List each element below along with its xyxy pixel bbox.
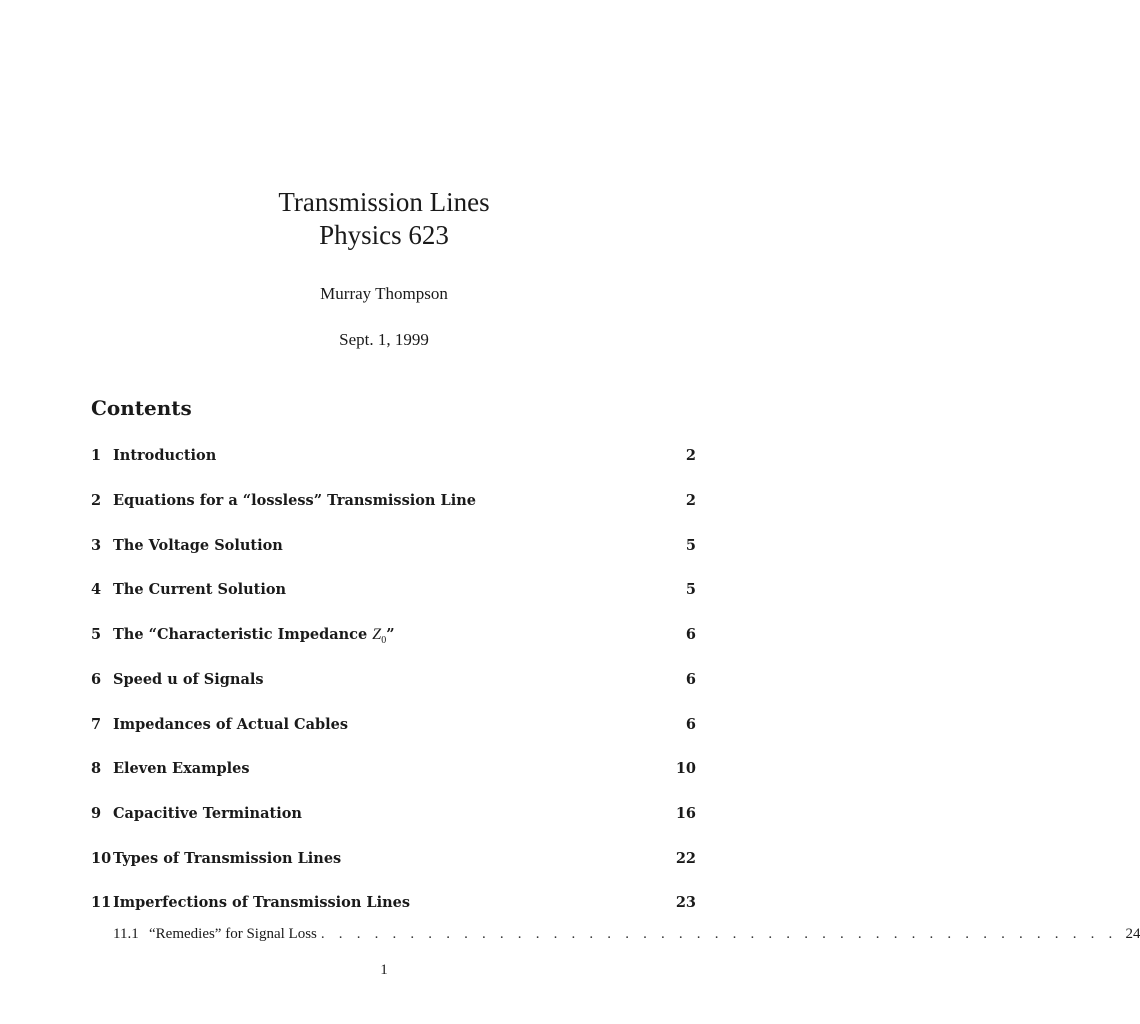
toc-entry[interactable] bbox=[91, 758, 696, 780]
toc-entry-number: 11 bbox=[91, 894, 112, 911]
impedance-symbol-letter: Z bbox=[372, 626, 382, 643]
toc-entry-title bbox=[113, 624, 395, 652]
toc-entry-page: 16 bbox=[675, 805, 696, 822]
toc-entry-title: Eleven Examples bbox=[113, 760, 250, 777]
toc-entry[interactable] bbox=[91, 714, 696, 736]
toc-entry[interactable] bbox=[91, 490, 696, 512]
toc-entry-title: Equations for a “lossless” Transmission Line bbox=[113, 492, 476, 509]
toc-entry-title: Introduction bbox=[113, 447, 217, 464]
toc-entry-page: 23 bbox=[675, 894, 696, 911]
toc-entry[interactable] bbox=[91, 803, 696, 825]
toc-entry-page: 6 bbox=[685, 671, 696, 688]
page-number: 1 bbox=[380, 962, 388, 978]
toc-entry-page: 5 bbox=[685, 581, 696, 598]
toc-entry-title-prefix: The “Characteristic Impedance bbox=[113, 626, 373, 643]
toc-entry-title: Impedances of Actual Cables bbox=[113, 716, 349, 733]
toc-subentry-title: “Remedies” for Signal Loss bbox=[149, 926, 317, 942]
toc-entry[interactable] bbox=[91, 848, 696, 870]
toc-entry[interactable] bbox=[91, 445, 696, 467]
toc-entry-number: 10 bbox=[91, 850, 112, 867]
toc-entry-page: 6 bbox=[685, 626, 696, 643]
toc-entry-page: 6 bbox=[685, 716, 696, 733]
author-name: Murray Thompson bbox=[320, 284, 448, 303]
title-block bbox=[0, 186, 768, 252]
toc-entry-number: 6 bbox=[91, 671, 102, 688]
toc-entry-number: 8 bbox=[91, 760, 102, 777]
document-subtitle: Physics 623 bbox=[319, 220, 449, 250]
toc-entry[interactable] bbox=[91, 624, 696, 646]
toc-entry-title: The Current Solution bbox=[113, 581, 287, 598]
toc-subentry-page: 24 bbox=[1125, 926, 1140, 942]
toc-entry[interactable] bbox=[91, 669, 696, 691]
toc-entry-number: 1 bbox=[91, 447, 102, 464]
toc-entry-number: 9 bbox=[91, 805, 102, 822]
contents-heading: Contents bbox=[91, 396, 192, 420]
toc-entry-page: 2 bbox=[685, 492, 696, 509]
toc-entry-page: 2 bbox=[685, 447, 696, 464]
impedance-symbol-subscript: 0 bbox=[381, 635, 387, 647]
toc-entry-title: Speed u of Signals bbox=[113, 671, 264, 688]
toc-subentry[interactable] bbox=[113, 924, 1140, 944]
toc-entry[interactable] bbox=[91, 892, 696, 914]
toc-entry-title-suffix: ” bbox=[386, 626, 395, 643]
toc-entry-title: Types of Transmission Lines bbox=[113, 850, 342, 867]
toc-entry-page: 22 bbox=[675, 850, 696, 867]
toc-entry-number: 4 bbox=[91, 581, 102, 598]
impedance-symbol bbox=[372, 626, 387, 647]
toc-entry-page: 10 bbox=[675, 760, 696, 777]
toc-subentry-number: 11.1 bbox=[113, 926, 139, 942]
toc-entry[interactable] bbox=[91, 535, 696, 557]
toc-entry-number: 5 bbox=[91, 626, 102, 643]
toc-entry-title: Imperfections of Transmission Lines bbox=[113, 894, 411, 911]
toc-entry-number: 3 bbox=[91, 537, 102, 554]
toc-entry-title: Capacitive Termination bbox=[113, 805, 302, 822]
toc-entry-number: 7 bbox=[91, 716, 102, 733]
toc-entry-number: 2 bbox=[91, 492, 102, 509]
document-date: Sept. 1, 1999 bbox=[339, 330, 429, 349]
toc-leader-dots: . . . . . . . . . . . . . . . . . . . . . . . . . . . . . . . . . . . . . . . . . . . . . bbox=[320, 926, 1118, 942]
document-title: Transmission Lines bbox=[278, 187, 490, 217]
toc-entry-title: The Voltage Solution bbox=[113, 537, 283, 554]
toc-entry-page: 5 bbox=[685, 537, 696, 554]
toc-entry[interactable] bbox=[91, 579, 696, 601]
